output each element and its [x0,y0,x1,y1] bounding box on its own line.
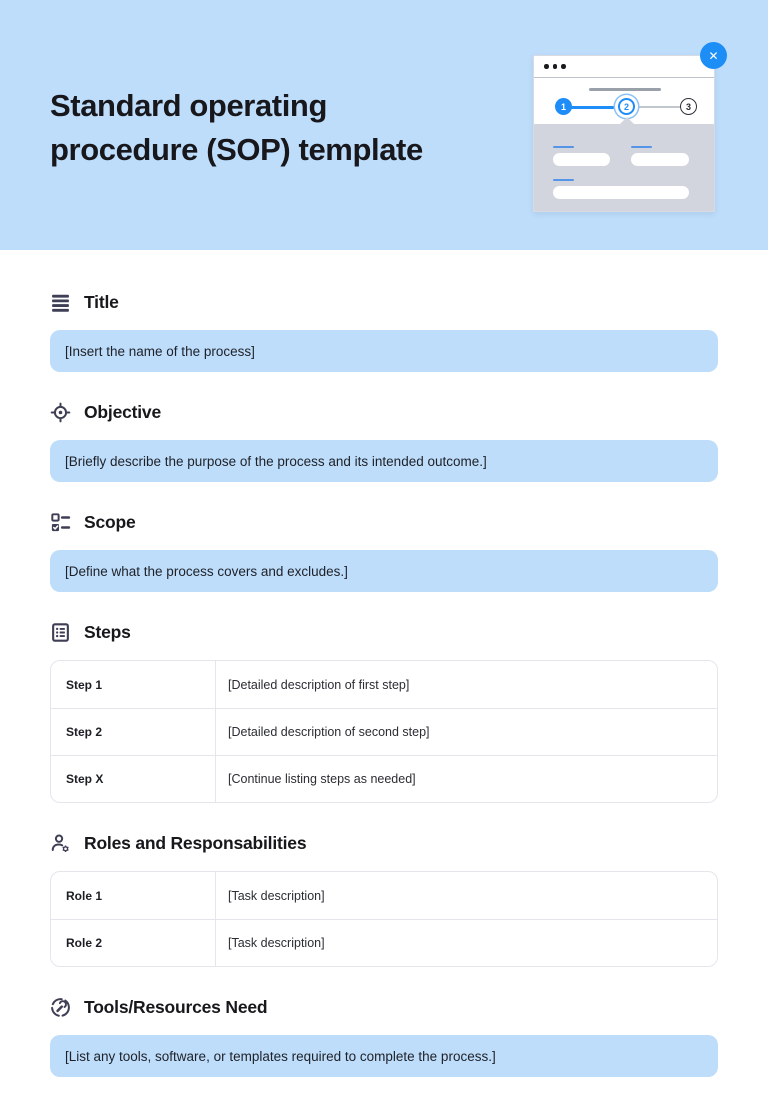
role-label-cell: Role 2 [51,920,216,966]
scope-placeholder-text: [Define what the process covers and excludes.] [65,563,348,579]
wrench-circle-icon [50,997,71,1018]
close-button[interactable] [700,42,727,69]
section-steps-header [50,622,718,643]
stepper-node-2: 2 [618,98,635,115]
role-label-cell: Role 1 [51,872,216,919]
section-heading: Scope [84,512,136,532]
form-panel-graphic [534,124,714,212]
close-icon: ✕ [708,48,719,63]
window-dot-icon [553,64,558,69]
tools-field[interactable] [50,1035,718,1077]
form-input-pill-wide [553,186,689,199]
progress-stepper [534,96,714,118]
stepper-connector-inactive [627,106,688,108]
section-title-header [50,292,718,313]
section-title [50,292,718,372]
checklist-icon [50,512,71,533]
table-row [51,708,717,755]
scope-field[interactable] [50,550,718,592]
form-input-pill [631,153,689,166]
section-roles-header [50,833,718,854]
panel-caret [619,117,635,125]
form-label-line [631,146,652,148]
section-heading: Title [84,292,119,312]
placeholder-title-line [589,88,661,91]
section-heading: Tools/Resources Need [84,997,268,1017]
stepper-node-1: 1 [555,98,572,115]
lines-icon [50,292,71,313]
section-objective [50,402,718,482]
target-icon [50,402,71,423]
objective-field[interactable] [50,440,718,482]
title-field[interactable] [50,330,718,372]
page-title [50,84,423,172]
section-roles [50,833,718,967]
window-dot-icon [544,64,549,69]
tools-placeholder-text: [List any tools, software, or templates required to complete the process.] [65,1048,496,1064]
table-row [51,755,717,802]
step-label-cell: Step 1 [51,661,216,708]
step-label-cell: Step 2 [51,709,216,755]
user-gear-icon [50,833,71,854]
page-title-line2: procedure (SOP) template [50,132,423,167]
browser-window-graphic [533,55,715,212]
section-heading: Roles and Responsabilities [84,833,307,853]
step-value-cell: [Continue listing steps as needed] [228,772,416,786]
section-heading: Objective [84,402,161,422]
sop-wizard-illustration [533,42,727,212]
step-value-cell: [Detailed description of second step] [228,725,430,739]
section-tools-header [50,997,718,1018]
list-table-icon [50,622,71,643]
section-steps [50,622,718,803]
table-row [51,661,717,708]
window-dot-icon [561,64,566,69]
section-heading: Steps [84,622,131,642]
section-scope [50,512,718,592]
section-objective-header [50,402,718,423]
section-scope-header [50,512,718,533]
page-title-line1: Standard operating [50,88,327,123]
title-placeholder-text: [Insert the name of the process] [65,343,255,359]
steps-table [50,660,718,803]
step-value-cell: [Detailed description of first step] [228,677,410,692]
browser-titlebar [534,56,714,78]
role-value-cell: [Task description] [228,936,325,950]
role-value-cell: [Task description] [228,888,325,903]
objective-placeholder-text: [Briefly describe the purpose of the process and its intended outcome.] [65,453,487,469]
hero-banner [0,0,768,250]
stepper-node-3: 3 [680,98,697,115]
template-body [0,250,768,1077]
form-label-line [553,179,574,181]
form-input-pill [553,153,610,166]
table-row [51,872,717,919]
form-label-line [553,146,574,148]
step-label-cell: Step X [51,756,216,802]
section-tools [50,997,718,1077]
table-row [51,919,717,966]
roles-table [50,871,718,967]
